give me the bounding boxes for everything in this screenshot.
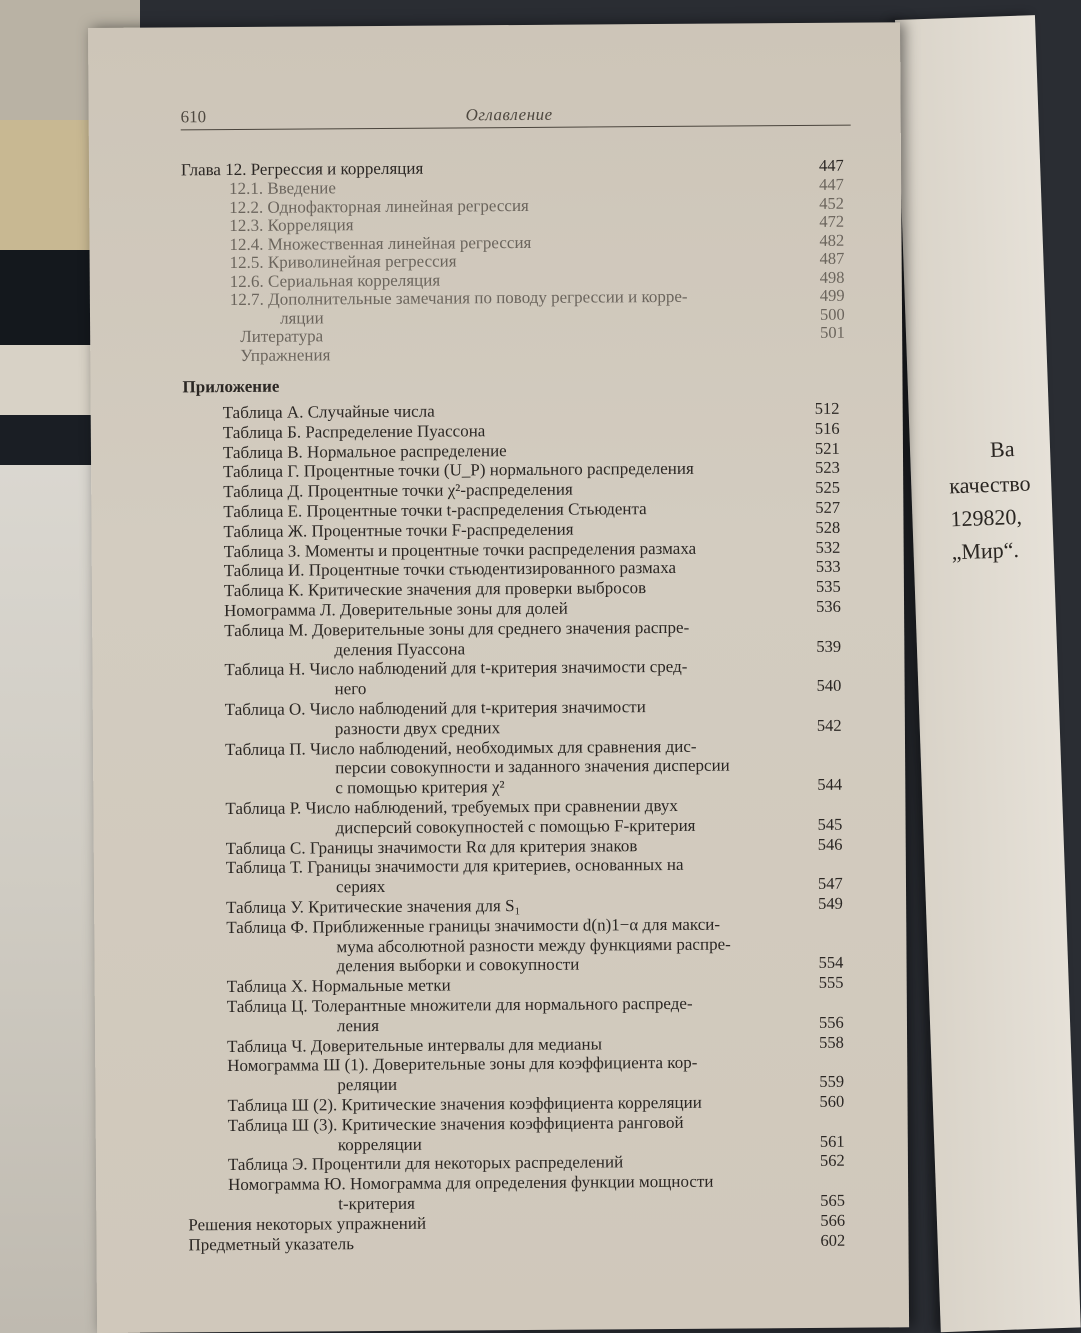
appendix-heading: Приложение [182, 376, 280, 397]
entry-text: Таблица С. Границы значимости Rα для критерия знаков [225, 835, 638, 858]
entry-page: 560 [819, 1091, 845, 1111]
entry-page: 532 [815, 537, 841, 557]
entry-page: 554 [818, 953, 844, 973]
entry-text: Таблица Ш (2). Критические значения коэффициента корреляции [227, 1092, 702, 1116]
entry-text: мума абсолютной разности между функциями распре- [336, 934, 731, 956]
entry-text: Таблица П. Число наблюдений, необходимых для сравнения дис- [224, 736, 697, 759]
entry-text: с помощью критерия χ² [335, 777, 505, 798]
section-page: 452 [819, 193, 845, 213]
entry-page: 549 [818, 893, 843, 913]
section-text: ляции [279, 307, 324, 328]
entry-page: 561 [819, 1131, 845, 1151]
entry-page: 525 [815, 477, 841, 498]
entry-text: Предметный указатель [188, 1233, 354, 1254]
entry-page: 544 [817, 774, 843, 795]
entry-text: Таблица О. Число наблюдений для t-критерия значимости [224, 697, 646, 720]
book-page [88, 22, 909, 1333]
page-number: 610 [180, 107, 207, 127]
entry-text: Таблица Д. Процентные точки χ²-распределения [223, 479, 573, 502]
entry-page: 533 [815, 557, 841, 577]
entry-page: 527 [815, 497, 841, 517]
entry-text: Таблица Г. Процентные точки (U_P) нормального распределения [223, 459, 694, 482]
entry-page: 521 [814, 438, 840, 458]
section-text: 12.5. Криволинейная регрессия [229, 251, 457, 273]
entry-text: Таблица Т. Границы значимости для критериев, основанных на [225, 855, 684, 878]
adjacent-page-text: „Мир“. [951, 537, 1020, 565]
entry-text: ления [336, 1015, 380, 1036]
entry-text: корреляции [337, 1134, 422, 1154]
adjacent-page [895, 15, 1081, 1332]
entry-text: Таблица М. Доверительные зоны для среднего значения распре- [224, 617, 690, 640]
entry-text: Таблица Х. Нормальные метки [226, 975, 451, 997]
adjacent-page-text: Ва [989, 436, 1015, 462]
section-page: 447 [819, 174, 844, 194]
entry-text: Таблица Е. Процентные точки t-распределения Стьюдента [223, 499, 647, 522]
entry-text: разности двух средних [334, 717, 501, 739]
entry-text: деления выборки и совокупности [336, 954, 580, 976]
section-page: 487 [819, 248, 845, 268]
entry-page: 602 [820, 1230, 846, 1250]
header-title: Оглавление [465, 104, 553, 125]
entry-page: 559 [819, 1071, 845, 1092]
entry-page: 566 [820, 1210, 846, 1230]
entry-text: Таблица Р. Число наблюдений, требуемых при сравнении двух [225, 795, 678, 819]
entry-text: Таблица В. Нормальное распределение [222, 440, 507, 462]
entry-page: 535 [815, 576, 841, 597]
entry-text: дисперсий совокупностей с помощью F-критерия [335, 815, 696, 838]
entry-page: 547 [817, 873, 843, 894]
entry-text: Таблица У. Критические значения для S₁ [226, 896, 521, 918]
entry-text: Таблица Ш (3). Критические значения коэффициента ранговой [227, 1112, 684, 1135]
running-header [181, 103, 851, 131]
table-of-contents [180, 23, 850, 1254]
chapter-title: Глава 12. Регрессия и корреляция [180, 158, 424, 180]
entry-page: 539 [816, 636, 842, 656]
section-page: 499 [819, 285, 845, 305]
entry-text: Таблица Б. Распределение Пуассона [222, 421, 486, 442]
section-text: 12.2. Однофакторная линейная регрессия [229, 195, 529, 217]
section-text: 12.7. Дополнительные замечания по поводу регрессии и корре- [229, 286, 688, 310]
chapter-page: 447 [818, 155, 844, 175]
entry-text: Таблица Ж. Процентные точки F-распределения [223, 519, 574, 541]
entry-text: деления Пуассона [334, 638, 466, 659]
entry-text: Таблица К. Критические значения для проверки выбросов [223, 578, 647, 601]
entry-text: Номограмма Ш (1). Доверительные зоны для коэффициента кор- [227, 1053, 698, 1076]
entry-text: Таблица А. Случайные числа [222, 401, 435, 423]
entry-page: 512 [814, 398, 840, 418]
entry-page: 528 [815, 517, 841, 537]
entry-page: 540 [816, 675, 842, 696]
entry-text: персии совокупности и заданного значения дисперсии [335, 755, 730, 778]
entry-row [188, 1230, 858, 1254]
entry-text: Номограмма Ю. Номограмма для определения функции мощности [228, 1171, 714, 1195]
entry-text: Таблица Ц. Толерантные множители для нормального распреде- [226, 993, 693, 1017]
section-text: 12.3. Корреляция [229, 215, 354, 236]
section-row [182, 341, 852, 365]
entry-page: 542 [816, 715, 842, 735]
entry-text: Решения некоторых упражнений [188, 1213, 427, 1235]
entry-page: 546 [817, 834, 843, 854]
entry-text: реляции [337, 1075, 398, 1095]
entry-page: 558 [819, 1032, 844, 1052]
entry-text: t-критерия [338, 1193, 415, 1214]
section-text: Упражнения [240, 344, 331, 365]
entry-page: 536 [815, 596, 841, 616]
entry-text: Таблица З. Моменты и процентные точки распределения размаха [223, 538, 697, 561]
entry-text: сериях [335, 877, 386, 897]
entry-page: 565 [820, 1190, 846, 1210]
entry-page: 545 [817, 814, 843, 834]
entry-text: Таблица Э. Процентили для некоторых распределений [227, 1152, 624, 1175]
entry-text: него [334, 679, 367, 699]
section-text: 12.4. Множественная линейная регрессия [229, 232, 532, 254]
section-page: 501 [820, 322, 845, 342]
entry-text: Таблица Н. Число наблюдений для t-критерия значимости сред- [224, 657, 688, 680]
section-text: 12.1. Введение [229, 178, 336, 199]
section-text: Литература [240, 326, 324, 346]
adjacent-page-text: качество [948, 470, 1031, 499]
entry-text: Таблица Ф. Приближенные границы значимости d(n)1−α для макси- [226, 914, 721, 937]
section-page: 482 [819, 230, 845, 250]
entry-page: 555 [818, 972, 844, 993]
entry-page: 516 [814, 418, 840, 438]
entry-text: Таблица И. Процентные точки стьюдентизированного размаха [223, 558, 677, 581]
entry-text: Номограмма Л. Доверительные зоны для долей [224, 598, 568, 621]
entry-page: 562 [819, 1151, 845, 1171]
section-page: 498 [819, 267, 845, 287]
entry-text: Таблица Ч. Доверительные интервалы для медианы [227, 1034, 603, 1056]
section-page: 472 [819, 211, 845, 231]
section-text: 12.6. Сериальная корреляция [229, 270, 441, 291]
entry-page: 556 [818, 1012, 844, 1032]
section-page: 500 [819, 304, 845, 324]
entry-page: 523 [815, 458, 840, 478]
adjacent-page-text: 129820, [950, 503, 1023, 532]
